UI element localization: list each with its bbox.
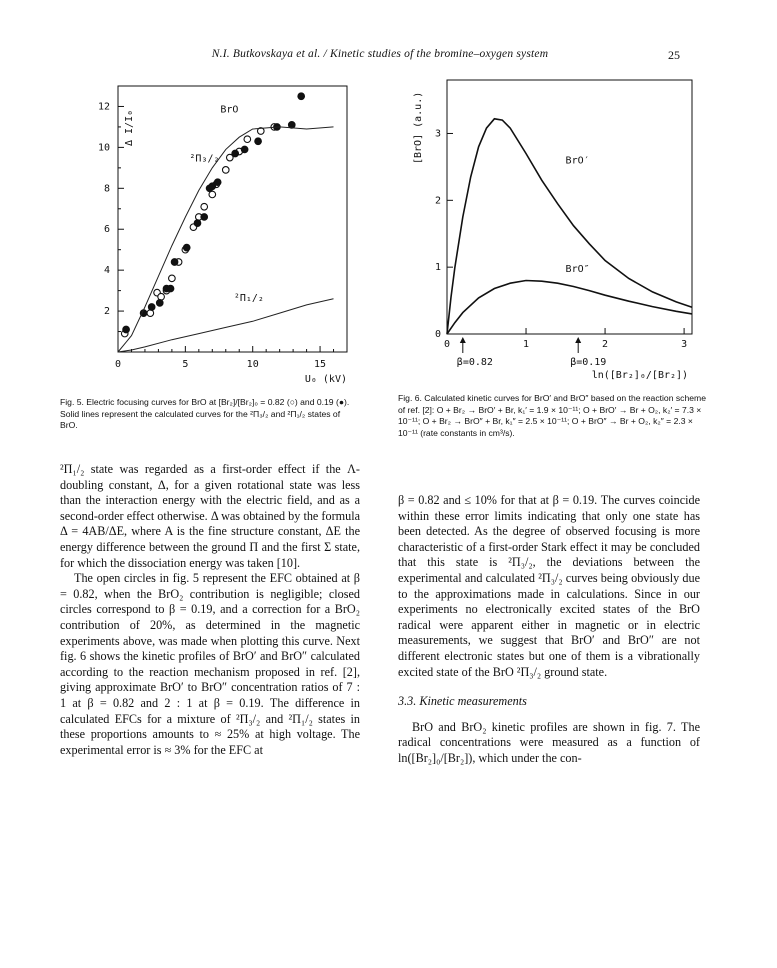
data-point-open: [169, 275, 176, 282]
right-column: [398, 493, 700, 767]
data-point-filled: [232, 150, 239, 157]
data-point-filled: [171, 259, 178, 266]
x-tick-label: 0: [114, 359, 122, 370]
data-point-filled: [255, 138, 262, 145]
data-point-open: [158, 293, 165, 300]
figure-6-chart: [395, 78, 695, 388]
data-point-filled: [167, 285, 174, 292]
x-tick-label: 2: [602, 339, 609, 350]
curve-annotation: ²Π₁/₂: [233, 292, 264, 304]
calculated-curve: [118, 127, 334, 352]
beta-annotation: β=0.19: [570, 357, 607, 368]
x-axis-label: U₀ (kV): [304, 374, 347, 385]
beta-arrow-head: [460, 337, 466, 343]
data-point-filled: [183, 244, 190, 251]
plot-frame: [447, 80, 692, 334]
x-tick-label: 5: [182, 359, 189, 370]
y-tick-label: 10: [97, 142, 110, 154]
page-number: 25: [668, 48, 680, 62]
kinetic-curve: [447, 119, 692, 334]
curve-label: BrO″: [565, 263, 590, 275]
body-paragraph: β = 0.82 and ≤ 10% for that at β = 0.19. The curves coincide within these error limits indicating that only one state has been detected. As the degree of observed focusing is more characteristic of a first-order Stark effect it may be concluded that this state is ²Π₃/₂, the deviations between the experimental and calculated ²Π₃/₂ curves being obviously due to the approximations made in calculations. Since in our experiments no electronically excited states of the BrO radical were apparent either in magnetic or in electric measurements, we suggest that BrO′ and BrO″ are not different electronic states but one of them is a vibrationally excited state of the BrO ²Π₃/₂ ground state.: [398, 493, 700, 679]
beta-annotation: β=0.82: [456, 357, 493, 368]
kinetic-curve: [447, 281, 692, 335]
beta-arrow-head: [575, 337, 581, 343]
data-point-filled: [241, 146, 248, 153]
y-tick-label: 6: [103, 224, 110, 236]
x-axis-label: ln([Br₂]₀/[Br₂]): [591, 370, 689, 381]
x-tick-label: 3: [681, 339, 688, 350]
figure-5-caption: Fig. 5. Electric focusing curves for BrO at [Br₂]/[Br₂]₀ = 0.82 (○) and 0.19 (●). Solid lines represent the calculated curves for the ²Π₃/₂ and ²Π₁/₂ states of BrO.: [60, 397, 350, 430]
data-point-open: [201, 203, 208, 210]
x-tick-label: 10: [246, 359, 259, 370]
data-point-filled: [148, 304, 155, 311]
y-tick-label: 0: [434, 329, 441, 340]
y-tick-label: 3: [434, 128, 441, 140]
body-paragraph: The open circles in fig. 5 represent the EFC obtained at β = 0.82, when the BrO₂ contribution is negligible; closed circles correspond to β = 0.19, and a correction for a BrO₂ contribution of 20%, as determined in the magnetic experiments above, was made when plotting this curve. Next fig. 6 shows the kinetic profiles of BrO′ and BrO″ calculated according to the reaction mechanism proposed in ref. [2], giving approximate BrO′ to BrO″ concentration ratios of 7 : 1 at β = 0.82 and 2 : 1 at β = 0.19. The difference in calculated EFCs for a mixture of ²Π₃/₂ and ²Π₁/₂ states in these proportions amounts to ≈ 25% at high voltage. The experimental error is ≈ 3% for the EFC at: [60, 571, 360, 757]
curve-annotation: BrO: [220, 104, 239, 116]
left-column: [60, 462, 360, 758]
x-tick-label: 15: [314, 359, 327, 370]
data-point-open: [244, 136, 251, 143]
data-point-filled: [123, 326, 130, 333]
y-axis-label: [BrO] (a.u.): [413, 91, 424, 164]
section-heading: 3.3. Kinetic measurements: [398, 694, 527, 709]
data-point-filled: [298, 93, 305, 100]
y-tick-label: 1: [434, 262, 441, 274]
curve-label: BrO′: [565, 155, 590, 167]
data-point-open: [222, 167, 229, 174]
y-tick-label: 12: [97, 101, 110, 113]
x-tick-label: 0: [443, 339, 451, 350]
curve-annotation: ²Π₃/₂: [189, 153, 220, 165]
y-tick-label: 2: [434, 195, 441, 207]
running-header: [0, 48, 777, 68]
body-paragraph: ²Π₁/₂ state was regarded as a first-order effect if the Λ-doubling constant, Δ, for a given rotational state was less than the interaction energy with the electric field, and as a second-order effect otherwise. Δ was obtained by the formula Δ = 4AB/ΔE, where A is the fine structure constant, ΔE the energy difference between the ground Π and the first Σ state, for which the dissociation energy was taken [10].: [60, 462, 360, 570]
data-point-filled: [156, 300, 163, 307]
data-point-filled: [214, 179, 221, 186]
y-tick-label: 4: [103, 265, 110, 277]
y-tick-label: 2: [103, 306, 110, 318]
running-title: N.I. Butkovskaya et al. / Kinetic studies of the bromine–oxygen system: [211, 48, 549, 60]
data-point-filled: [201, 214, 208, 221]
figure-6-caption: Fig. 6. Calculated kinetic curves for BrO′ and BrO″ based on the reaction scheme of ref. [2]: O + Br₂ → BrO′ + Br, k₁′ = 1.9 × 10⁻¹¹; O + BrO′ → Br + O₂, k₂′ = 7.3 × 10⁻¹¹; O + Br₂ → BrO″ + Br, k₁″ = 2.5 × 10⁻¹¹; O + BrO″ → Br + O₂, k₂″ = 2.3 × 10⁻¹¹ (rate constants in cm³/s).: [398, 393, 706, 438]
y-tick-label: 8: [103, 183, 110, 195]
y-axis-label: Δ I/I₀: [124, 109, 135, 146]
figure-5-chart: [72, 78, 372, 388]
data-point-open: [147, 310, 154, 317]
data-point-filled: [194, 220, 201, 227]
x-tick-label: 1: [523, 339, 530, 350]
body-paragraph: BrO and BrO₂ kinetic profiles are shown in fig. 7. The radical concentrations were measured as a function of ln([Br₂]₀/[Br₂]), which under the con-: [398, 719, 700, 765]
